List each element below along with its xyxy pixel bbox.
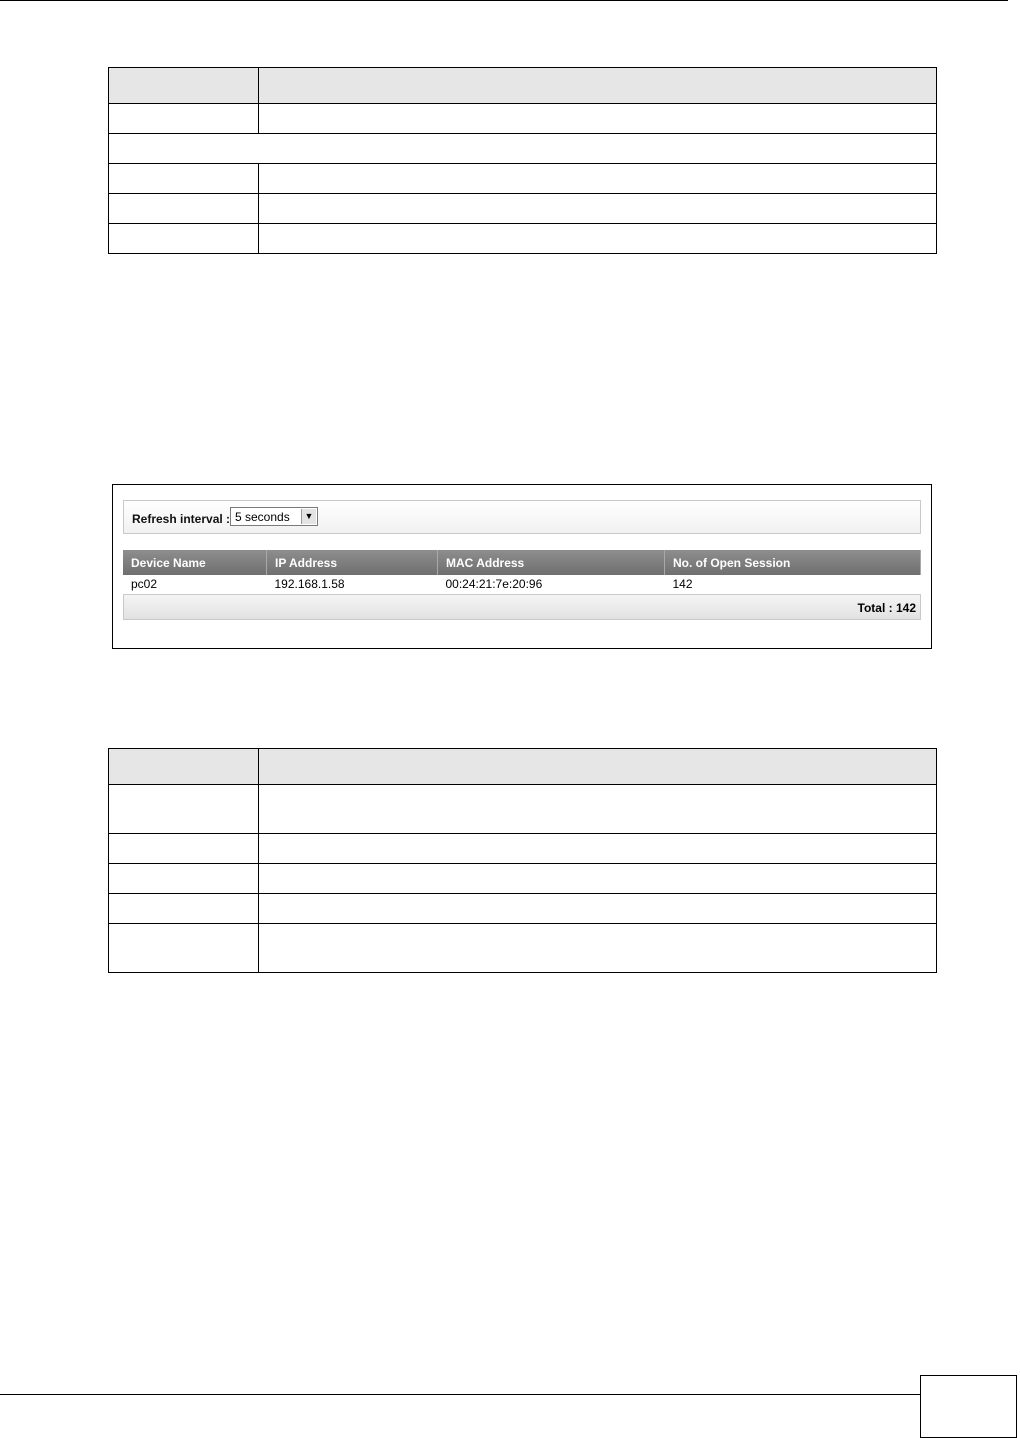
description-table-2 bbox=[108, 748, 937, 973]
section-cell bbox=[109, 134, 937, 164]
table-row bbox=[109, 785, 937, 834]
label-cell bbox=[109, 924, 259, 973]
description-cell bbox=[259, 834, 937, 864]
table-row bbox=[109, 194, 937, 224]
open-session-cell: 142 bbox=[665, 575, 921, 593]
label-cell bbox=[109, 104, 259, 134]
refresh-bar bbox=[123, 500, 921, 534]
description-cell bbox=[259, 224, 937, 254]
label-cell bbox=[109, 194, 259, 224]
header-cell-description bbox=[259, 68, 937, 104]
table-row bbox=[109, 894, 937, 924]
refresh-interval-label: Refresh interval : bbox=[132, 512, 231, 526]
header-cell-label bbox=[109, 68, 259, 104]
column-header-ip-address[interactable]: IP Address bbox=[267, 550, 438, 575]
table-row bbox=[109, 134, 937, 164]
header-cell-label bbox=[109, 749, 259, 785]
column-header-open-session[interactable]: No. of Open Session bbox=[665, 550, 921, 575]
table-row bbox=[109, 224, 937, 254]
page-number-box bbox=[920, 1375, 1017, 1438]
refresh-interval-select[interactable] bbox=[230, 507, 318, 526]
description-cell bbox=[259, 104, 937, 134]
list-footer bbox=[123, 594, 921, 620]
header-rule bbox=[0, 0, 1008, 1]
table-row bbox=[109, 164, 937, 194]
header-cell-description bbox=[259, 749, 937, 785]
description-cell bbox=[259, 864, 937, 894]
description-cell bbox=[259, 164, 937, 194]
label-cell bbox=[109, 785, 259, 834]
table-row bbox=[109, 864, 937, 894]
table-row bbox=[109, 924, 937, 973]
label-cell bbox=[109, 864, 259, 894]
mac-address-cell: 00:24:21:7e:20:96 bbox=[438, 575, 665, 593]
table-header-row bbox=[109, 68, 937, 104]
table-row bbox=[123, 575, 921, 593]
label-cell bbox=[109, 894, 259, 924]
description-table-1 bbox=[108, 67, 937, 254]
label-cell bbox=[109, 224, 259, 254]
refresh-interval-value: 5 seconds bbox=[235, 510, 290, 524]
description-cell bbox=[259, 924, 937, 973]
table-row bbox=[109, 104, 937, 134]
label-cell bbox=[109, 164, 259, 194]
table-row bbox=[109, 834, 937, 864]
device-name-cell: pc02 bbox=[123, 575, 267, 593]
ip-address-cell: 192.168.1.58 bbox=[267, 575, 438, 593]
label-cell bbox=[109, 834, 259, 864]
description-cell bbox=[259, 894, 937, 924]
column-header-mac-address[interactable]: MAC Address bbox=[438, 550, 665, 575]
column-header-device-name[interactable]: Device Name bbox=[123, 550, 267, 575]
footer-rule bbox=[0, 1394, 920, 1395]
list-header-row bbox=[123, 550, 921, 575]
session-list-table bbox=[123, 550, 921, 593]
total-count: Total : 142 bbox=[857, 601, 916, 615]
table-header-row bbox=[109, 749, 937, 785]
description-cell bbox=[259, 785, 937, 834]
description-cell bbox=[259, 194, 937, 224]
session-screenshot bbox=[112, 484, 932, 649]
chevron-down-icon[interactable]: ▼ bbox=[301, 509, 316, 524]
